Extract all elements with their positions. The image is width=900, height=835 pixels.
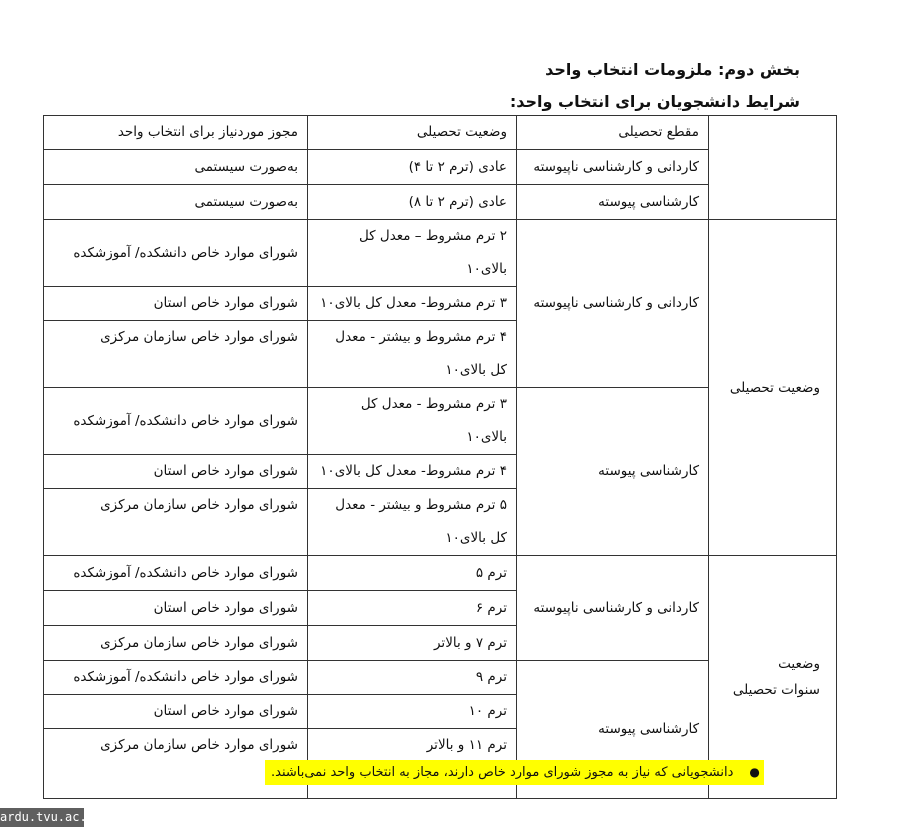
- level-cell: کارشناسی پیوسته: [517, 185, 709, 220]
- permit-cell: شورای موارد خاص سازمان مرکزی: [44, 489, 308, 556]
- condition-cell: ترم ۶: [308, 591, 517, 626]
- table-row: [44, 220, 837, 287]
- condition-cell: ترم ۷ و بالاتر: [308, 626, 517, 661]
- status-cell: عادی (ترم ۲ تا ۸): [308, 185, 517, 220]
- permit-cell: شورای موارد خاص استان: [44, 455, 308, 489]
- empty-corner-cell: [709, 116, 837, 220]
- condition-cell: ۴ ترم مشروط و بیشتر - معدل کل بالای۱۰: [308, 321, 517, 388]
- permit-cell: شورای موارد خاص استان: [44, 591, 308, 626]
- condition-cell: ترم ۹: [308, 661, 517, 695]
- level-cell: کارشناسی پیوسته: [517, 388, 709, 556]
- permit-cell: به‌صورت سیستمی: [44, 150, 308, 185]
- permit-cell: شورای موارد خاص استان: [44, 695, 308, 729]
- level-cell: کارشناسی پیوسته: [517, 661, 709, 799]
- section-subheading: شرایط دانشجویان برای انتخاب واحد:: [509, 92, 800, 111]
- permit-cell: شورای موارد خاص سازمان مرکزی: [44, 729, 308, 799]
- condition-cell: ۴ ترم مشروط- معدل کل بالای۱۰: [308, 455, 517, 489]
- permit-cell: شورای موارد خاص سازمان مرکزی: [44, 321, 308, 388]
- enrollment-conditions-table: [43, 115, 837, 799]
- permit-cell: به‌صورت سیستمی: [44, 185, 308, 220]
- table-header-row: [44, 116, 837, 150]
- site-watermark: ardu.tvu.ac.ir: [0, 808, 84, 827]
- permit-cell: شورای موارد خاص دانشکده/ آموزشکده: [44, 556, 308, 591]
- level-cell: کاردانی و کارشناسی ناپیوسته: [517, 220, 709, 388]
- permit-cell: شورای موارد خاص دانشکده/ آموزشکده: [44, 661, 308, 695]
- table-row: [44, 556, 837, 591]
- condition-cell: ۲ ترم مشروط – معدل کل بالای۱۰: [308, 220, 517, 287]
- highlighted-note: [265, 760, 764, 785]
- condition-cell: ۵ ترم مشروط و بیشتر - معدل کل بالای۱۰: [308, 489, 517, 556]
- status-cell: عادی (ترم ۲ تا ۴): [308, 150, 517, 185]
- level-cell: کاردانی و کارشناسی ناپیوسته: [517, 556, 709, 661]
- condition-cell: ۳ ترم مشروط- معدل کل بالای۱۰: [308, 287, 517, 321]
- section-heading: بخش دوم: ملزومات انتخاب واحد: [545, 60, 800, 79]
- permit-cell: شورای موارد خاص سازمان مرکزی: [44, 626, 308, 661]
- permit-cell: شورای موارد خاص دانشکده/ آموزشکده: [44, 388, 308, 455]
- permit-cell: شورای موارد خاص استان: [44, 287, 308, 321]
- header-permit: مجوز موردنیاز برای انتخاب واحد: [44, 116, 308, 150]
- condition-cell: ترم ۱۱ و بالاتر: [308, 729, 517, 799]
- condition-cell: ۳ ترم مشروط - معدل کل بالای۱۰: [308, 388, 517, 455]
- header-level: مقطع تحصیلی: [517, 116, 709, 150]
- bullet-icon: ●: [749, 765, 760, 779]
- permit-cell: شورای موارد خاص دانشکده/ آموزشکده: [44, 220, 308, 287]
- category-academic-status: وضعیت تحصیلی: [709, 220, 837, 556]
- condition-cell: ترم ۱۰: [308, 695, 517, 729]
- level-cell: کاردانی و کارشناسی ناپیوسته: [517, 150, 709, 185]
- category-study-years-line1: وضعیت: [778, 656, 820, 672]
- condition-cell: ترم ۵: [308, 556, 517, 591]
- header-status: وضعیت تحصیلی: [308, 116, 517, 150]
- category-study-years-line2: سنوات تحصیلی: [732, 682, 820, 698]
- note-text: دانشجویانی که نیاز به مجوز شورای موارد خاص دارند، مجاز به انتخاب واحد نمی‌باشند.: [271, 765, 734, 780]
